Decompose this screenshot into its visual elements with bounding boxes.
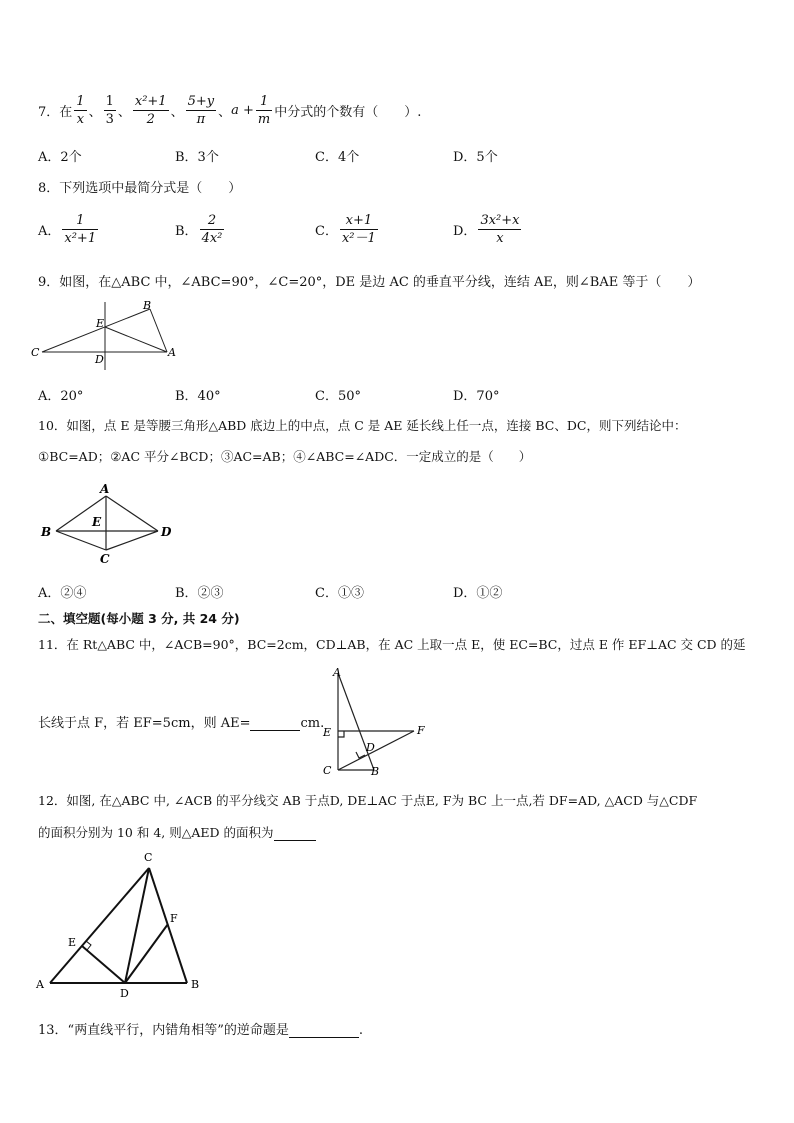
q10-line-dc — [106, 531, 158, 550]
q9-figure — [30, 296, 190, 376]
q12-answer-blank[interactable] — [274, 826, 316, 841]
q12-right-angle-e — [86, 941, 91, 950]
q11-stem-line1: 11．在 Rt△ABC 中，∠ACB=90°，BC=2cm，CD⊥AB，在 AC 上取一点 E，使 EC=BC，过点 E 作 EF⊥AC 交 CD 的延 — [38, 637, 746, 652]
q13-stem: 13．“两直线平行，内错角相等”的逆命题是 . — [38, 1023, 363, 1038]
q7-frac-4: $\frac{5+y}{\pi}$ — [187, 93, 215, 127]
q12-line-de — [82, 946, 125, 983]
q8-option-b: B． $\frac{2}{\text{4x²}}$ — [175, 213, 223, 246]
q7-lead: 7．在 — [38, 104, 73, 120]
q7-stem: 7．在 $\frac{1}{x}$ 、 $\frac{1}{3}$ 、 $\frac{\text{x²+1}}{2}$ 、 $\frac{5+y}{\pi}$ 、 a + $\frac{1}{m}$ 中分式的个数有（ ）. — [38, 93, 422, 127]
q7-option-c: C．4个 — [315, 150, 360, 165]
q9-line-ea — [105, 327, 167, 352]
q12-label-c: C — [144, 851, 153, 864]
q9-label-b: B — [143, 299, 152, 312]
q7-frac-1: $\frac{1}{x}$ — [76, 93, 85, 127]
q8-stem: 8．下列选项中最简分式是（ ） — [38, 181, 242, 196]
q11-figure — [318, 663, 433, 781]
q7-last-prefix: a + — [231, 102, 254, 118]
q11-label-a: A — [333, 666, 341, 679]
q7-frac-5: $\frac{1}{m}$ — [257, 93, 271, 127]
q9-label-e: E — [96, 317, 105, 330]
q11-stem-line2: 长线于点 F，若 EF=5cm，则 AE= cm. — [38, 716, 325, 731]
q9-label-a: A — [168, 346, 176, 359]
q9-line-cb — [42, 309, 150, 352]
q9-stem: 9．如图，在△ABC 中，∠ABC=90°，∠C=20°，DE 是边 AC 的垂直平分线，连结 AE，则∠BAE 等于（ ） — [38, 275, 701, 290]
q10-option-c: C．①③ — [315, 586, 364, 601]
q11-label-f: F — [417, 724, 425, 737]
q11-answer-blank[interactable] — [250, 716, 300, 731]
section-2-title: 二、填空题(每小题 3 分, 共 24 分) — [38, 611, 240, 626]
q10-stem-line1: 10．如图，点 E 是等腰三角形△ABD 底边上的中点，点 C 是 AE 延长线上任一点，连接 BC、DC，则下列结论中： — [38, 418, 687, 433]
q7-option-d: D．5个 — [453, 150, 498, 165]
q12-label-e: E — [68, 936, 77, 949]
q7-tail: 中分式的个数有（ ）. — [274, 104, 422, 120]
q7-frac-3: $\frac{\text{x²+1}}{2}$ — [134, 93, 167, 127]
q9-label-d: D — [95, 353, 104, 366]
q9-option-d: D．70° — [453, 389, 500, 404]
q7-frac-2: $\frac{1}{3}$ — [105, 93, 114, 127]
q7-option-a: A．2个 — [38, 150, 82, 165]
q12-figure — [32, 848, 212, 998]
q11-label-b: B — [371, 765, 380, 778]
q10-option-a: A．②④ — [38, 586, 87, 601]
q10-label-c: C — [100, 552, 110, 566]
q11-label-d: D — [366, 741, 375, 754]
q12-label-f: F — [170, 912, 178, 925]
q10-label-b: B — [41, 525, 52, 539]
q10-option-d: D．①② — [453, 586, 503, 601]
q12-label-d: D — [120, 987, 129, 998]
q11-right-angle-e — [338, 731, 344, 737]
q11-label-e: E — [323, 726, 332, 739]
q12-line-ac — [50, 868, 149, 983]
q10-label-a: A — [100, 482, 110, 496]
q9-option-b: B．40° — [175, 389, 221, 404]
q8-option-c: C． $\frac{x+1}{\text{x²－1}}$ — [315, 213, 376, 246]
q10-option-b: B．②③ — [175, 586, 224, 601]
q12-stem-line2: 的面积分别为 10 和 4, 则△AED 的面积为 — [38, 823, 316, 841]
q10-figure — [36, 478, 186, 568]
q8-option-a: A． $\frac{1}{\text{x²+1}}$ — [38, 213, 97, 246]
q9-label-c: C — [31, 346, 40, 359]
q9-option-a: A．20° — [38, 389, 84, 404]
q8-option-d: D． $\frac{\text{3x²+x}}{x}$ — [453, 213, 520, 246]
q9-line-ba — [150, 309, 167, 352]
q10-label-e: E — [92, 515, 102, 529]
q10-line-bc — [56, 531, 106, 550]
q12-stem-line1: 12．如图, 在△ABC 中, ∠ACB 的平分线交 AB 于点D, DE⊥AC 于点E, F为 BC 上一点,若 DF=AD, △ACD 与△CDF — [38, 793, 698, 808]
q10-stem-line2: ①BC=AD；②AC 平分∠BCD；③AC=AB；④∠ABC=∠ADC．一定成立的是（ ） — [38, 449, 532, 464]
q12-label-a: A — [36, 978, 44, 991]
q9-option-c: C．50° — [315, 389, 361, 404]
q7-option-b: B．3个 — [175, 150, 219, 165]
q11-label-c: C — [323, 764, 332, 777]
q11-line-ab — [338, 673, 374, 770]
q10-label-d: D — [161, 525, 172, 539]
q10-line-ad — [106, 496, 158, 531]
q13-answer-blank[interactable] — [289, 1023, 359, 1038]
q12-label-b: B — [191, 978, 200, 991]
